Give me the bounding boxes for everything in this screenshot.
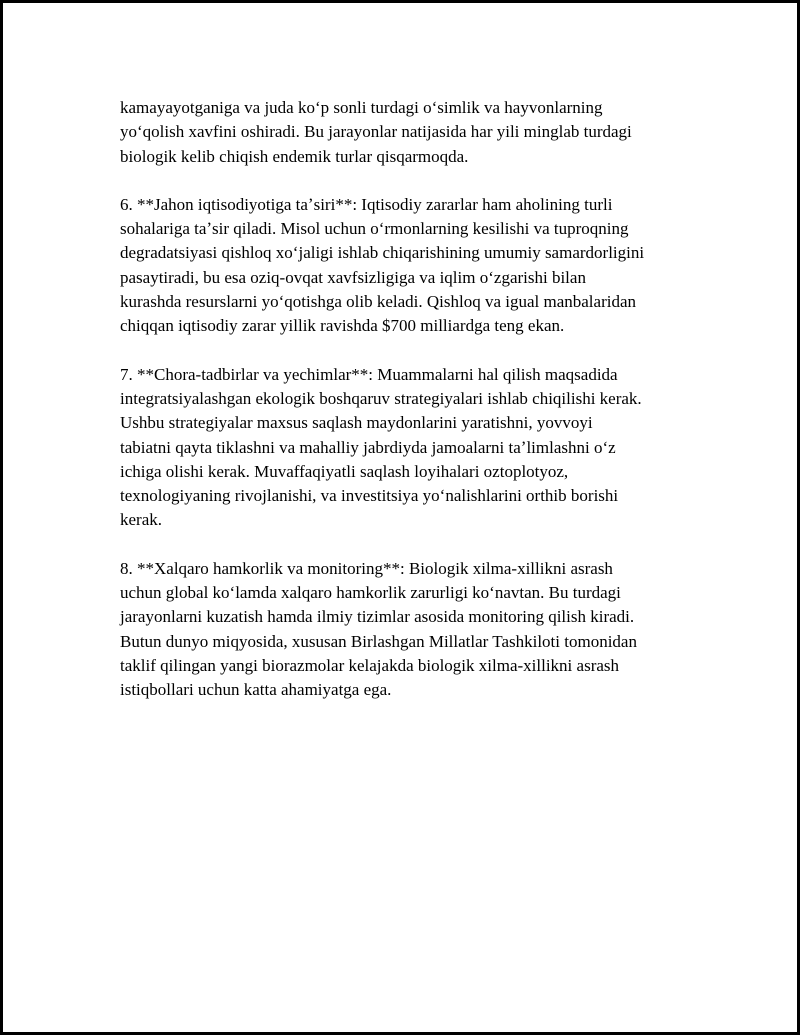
document-body [120, 96, 695, 727]
paragraph-measures-solutions: 7. **Chora-tadbirlar va yechimlar**: Muammalarni hal qilish maqsadida integratsiyalashgan ekologik boshqaruv strategiyalari ishlab chiqilishi kerak. Ushbu strategiyalar maxsus saqlash maydonlarini yaratishni, yovvoyi tabiatni qayta tiklashni va mahalliy jabrdiyda jamoalarni taʼlimlashni oʻz ichiga olishi kerak. Muvaffaqiyatli saqlash loyihalari oztoplotyoz, texnologiyaning rivojlanishi, va investitsiya yoʻnalishlarini orthib borishi kerak. [120, 364, 642, 530]
paragraph-intro-continuation: kamayayotganiga va juda koʻp sonli turdagi oʻsimlik va hayvonlarning yoʻqolish xavfini oshiradi. Bu jarayonlar natijasida har yili minglab turdagi biologik kelib chiqish endemik turlar qisqarmoqda. [120, 98, 632, 166]
paragraph-economic-impact: 6. **Jahon iqtisodiyotiga taʼsiri**: Iqtisodiy zararlar ham aholining turli sohalariga taʼsir qiladi. Misol uchun oʻrmonlarning kesilishi va tuproqning degradatsiyasi qishloq xoʻjaligi ishlab chiqarishining umumiy samardorligini pasaytiradi, bu esa oziq-ovqat xavfsizligiga va iqlim oʻzgarishi bilan kurashda resurslarni yoʻqotishga olib keladi. Qishloq va igual manbalaridan chiqqan iqtisodiy zarar yillik ravishda $700 milliardga teng ekan. [120, 194, 645, 336]
paragraph-international-cooperation: 8. **Xalqaro hamkorlik va monitoring**: Biologik xilma-xillikni asrash uchun global koʻlamda xalqaro hamkorlik zarurligi koʻnavtan. Bu turdagi jarayonlarni kuzatish hamda ilmiy tizimlar asosida monitoring qilish kiradi. Butun dunyo miqyosida, xususan Birlashgan Millatlar Tashkiloti tomonidan taklif qilingan yangi biorazmolar kelajakda biologik xilma-xillikni asrash istiqbollari uchun katta ahamiyatga ega. [120, 558, 637, 700]
